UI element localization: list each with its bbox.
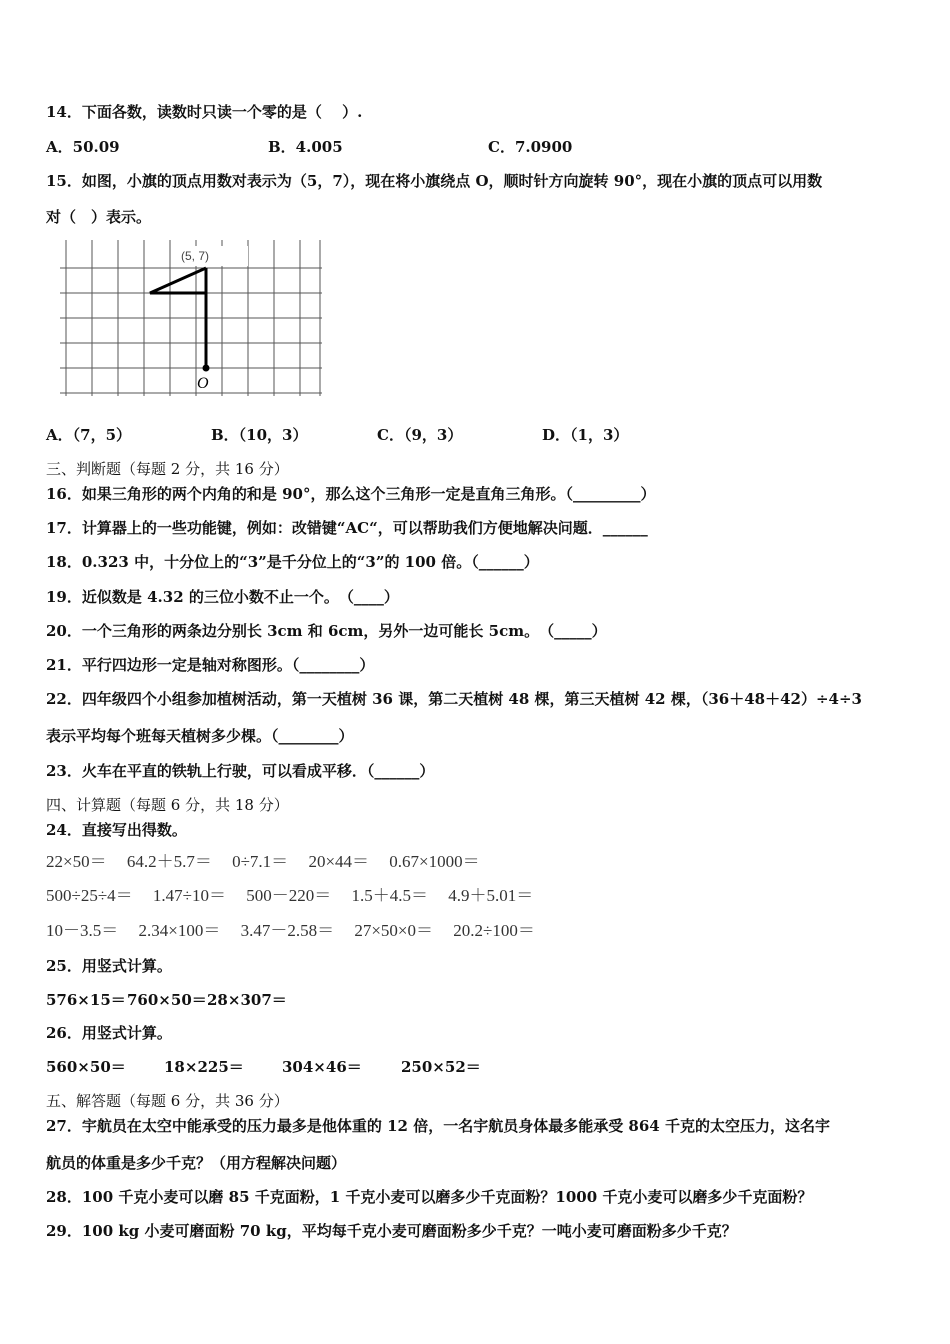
- q27-line1: 27．宇航员在太空中能承受的压力最多是他体重的 12 倍，一名宇航员身体最多能承受 864 千克的太空压力，这名宇: [46, 1117, 830, 1135]
- q23: 23．火车在平直的铁轨上行驶，可以看成平移．（______）: [46, 762, 435, 780]
- q26-stem: 26．用竖式计算。: [46, 1024, 172, 1042]
- section3-title: 三、判断题（每题 2 分，共 16 分）: [46, 460, 289, 478]
- q22-line2: 表示平均每个班每天植树多少棵。（________）: [46, 727, 354, 745]
- q26-item-1: 560×50＝: [46, 1058, 126, 1076]
- q24-item: 64.2＋5.7＝: [126, 852, 212, 871]
- q24-row-1: [46, 851, 494, 873]
- q14-option-a: A．50.09: [46, 138, 120, 156]
- flag-triangle: [150, 268, 206, 293]
- q15-option-b: B．（10，3）: [211, 426, 308, 444]
- q24-item: 1.47÷10＝: [152, 886, 227, 905]
- q24-item: 0.67×1000＝: [389, 852, 480, 871]
- q15-stem-line2: 对（ ）表示。: [46, 208, 152, 226]
- q20: 20．一个三角形的两条边分别长 3cm 和 6cm，另外一边可能长 5cm。 （_____）: [46, 622, 607, 640]
- origin-point: [203, 365, 210, 372]
- q18: 18．0.323 中，十分位上的“3”是千分位上的“3”的 100 倍。（______）: [46, 553, 539, 571]
- q24-item: 4.9＋5.01＝: [448, 886, 534, 905]
- q15-option-a: A．（7，5）: [46, 426, 132, 444]
- q16: 16．如果三角形的两个内角的和是 90°，那么这个三角形一定是直角三角形。（_________）: [46, 485, 656, 503]
- section5-title: 五、解答题（每题 6 分，共 36 分）: [46, 1092, 289, 1110]
- q29: 29．100 kg 小麦可磨面粉 70 kg，平均每千克小麦可磨面粉多少千克？一吨小麦可磨面粉多少千克？: [46, 1222, 737, 1240]
- q27-line2: 航员的体重是多少千克？（用方程解决问题）: [46, 1154, 347, 1172]
- q25-item-1: 576×15＝: [46, 991, 126, 1009]
- q24-row-2: [46, 885, 547, 907]
- q24-item: 20×44＝: [308, 852, 370, 871]
- q24-item: 0÷7.1＝: [232, 852, 289, 871]
- q24-stem: 24．直接写出得数。: [46, 821, 187, 839]
- q26-item-2: 18×225＝: [164, 1058, 244, 1076]
- flag-grid-figure: [60, 240, 322, 400]
- q17: 17．计算器上的一些功能键，例如：改错键“AC“，可以帮助我们方便地解决问题．______: [46, 519, 648, 537]
- origin-label: O: [197, 375, 209, 392]
- q24-item: 20.2÷100＝: [453, 921, 535, 940]
- q24-item: 10－3.5＝: [46, 921, 119, 940]
- q24-item: 500－220＝: [246, 886, 332, 905]
- q26-item-3: 304×46＝: [282, 1058, 362, 1076]
- q15-stem-line1: 15．如图，小旗的顶点用数对表示为（5，7），现在将小旗绕点 O，顺时针方向旋转 90°，现在小旗的顶点可以用数: [46, 172, 823, 190]
- q24-item: 1.5＋4.5＝: [351, 886, 429, 905]
- q24-item: 22×50＝: [46, 852, 107, 871]
- q19: 19．近似数是 4.32 的三位小数不止一个。 （____）: [46, 588, 399, 606]
- q14-option-b: B．4.005: [268, 138, 343, 156]
- q24-item: 500÷25÷4＝: [46, 886, 133, 905]
- section4-title: 四、计算题（每题 6 分，共 18 分）: [46, 796, 289, 814]
- q24-item: 3.47－2.58＝: [240, 921, 335, 940]
- q15-option-c: C．（9，3）: [377, 426, 463, 444]
- q24-item: 27×50×0＝: [354, 921, 434, 940]
- q21: 21．平行四边形一定是轴对称图形。（________）: [46, 656, 375, 674]
- q25-stem: 25．用竖式计算。: [46, 957, 172, 975]
- q14-option-c: C．7.0900: [488, 138, 573, 156]
- q25-item-2: 760×50＝: [127, 991, 207, 1009]
- q14-stem: 14．下面各数，读数时只读一个零的是（ ）.: [46, 103, 363, 121]
- q28: 28．100 千克小麦可以磨 85 千克面粉，1 千克小麦可以磨多少千克面粉？1000 千克小麦可以磨多少千克面粉？: [46, 1188, 813, 1206]
- q25-item-3: 28×307＝: [207, 991, 287, 1009]
- q26-item-4: 250×52＝: [401, 1058, 481, 1076]
- q24-item: 2.34×100＝: [138, 921, 221, 940]
- vertex-label: (5, 7): [181, 249, 210, 263]
- q15-option-d: D．（1，3）: [542, 426, 629, 444]
- q22-line1: 22．四年级四个小组参加植树活动，第一天植树 36 课，第二天植树 48 棵，第三天植树 42 棵，（36＋48＋42）÷4÷3: [46, 690, 862, 708]
- q24-row-3: [46, 920, 549, 942]
